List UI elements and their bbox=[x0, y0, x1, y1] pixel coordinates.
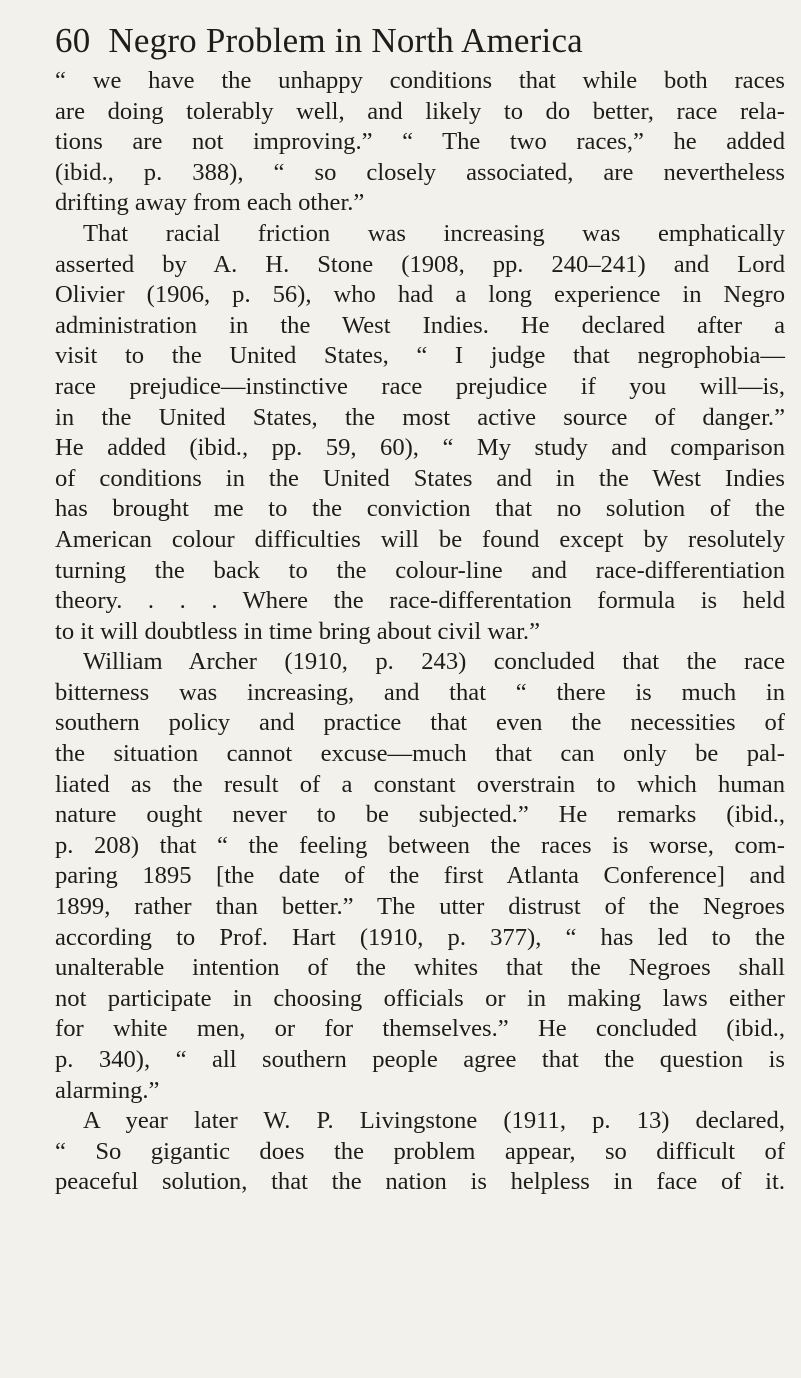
text-line: turning the back to the colour-line and race-differentiation bbox=[55, 556, 785, 584]
text-line: the situation cannot excuse—much that can only be pal- bbox=[55, 740, 785, 768]
text-line: unalterable intention of the whites that the Negroes shall bbox=[55, 954, 785, 982]
book-page bbox=[55, 18, 785, 1198]
text-line: drifting away from each other.” bbox=[55, 189, 365, 217]
text-line: theory. . . . Where the race-differentation formula is held bbox=[55, 587, 785, 615]
body-text bbox=[55, 66, 785, 1198]
text-line: 1899, rather than better.” The utter distrust of the Negroes bbox=[55, 893, 785, 921]
text-line: race prejudice—instinctive race prejudice if you will—is, bbox=[55, 372, 785, 400]
page-number: 60 bbox=[55, 21, 91, 60]
text-line: American colour difficulties will be found except by resolutely bbox=[55, 525, 785, 553]
paragraph bbox=[55, 66, 785, 219]
text-line: That racial friction was increasing was emphatically bbox=[83, 219, 785, 247]
text-line: according to Prof. Hart (1910, p. 377), “ has led to the bbox=[55, 923, 785, 951]
text-line: not participate in choosing officials or in making laws either bbox=[55, 984, 785, 1012]
paragraph bbox=[55, 219, 785, 647]
text-line: A year later W. P. Livingstone (1911, p. 13) declared, bbox=[83, 1107, 785, 1135]
text-line: nature ought never to be subjected.” He remarks (ibid., bbox=[55, 801, 785, 829]
text-line: visit to the United States, “ I judge that negrophobia— bbox=[55, 342, 785, 370]
text-line: Olivier (1906, p. 56), who had a long experience in Negro bbox=[55, 281, 785, 309]
text-line: administration in the West Indies. He declared after a bbox=[55, 311, 785, 339]
text-line: are doing tolerably well, and likely to do better, race rela- bbox=[55, 97, 785, 125]
text-line: peaceful solution, that the nation is helpless in face of it. bbox=[55, 1168, 785, 1196]
running-head bbox=[55, 18, 785, 64]
text-line: “ So gigantic does the problem appear, so difficult of bbox=[55, 1137, 785, 1165]
text-line: p. 208) that “ the feeling between the races is worse, com- bbox=[55, 831, 785, 859]
text-line: to it will doubtless in time bring about civil war.” bbox=[55, 617, 540, 645]
paragraph bbox=[55, 1106, 785, 1198]
text-line: (ibid., p. 388), “ so closely associated, are nevertheless bbox=[55, 158, 785, 186]
text-line: liated as the result of a constant overstrain to which human bbox=[55, 770, 785, 798]
text-line: of conditions in the United States and in the West Indies bbox=[55, 464, 785, 492]
text-line: William Archer (1910, p. 243) concluded that the race bbox=[83, 648, 785, 676]
text-line: bitterness was increasing, and that “ there is much in bbox=[55, 678, 785, 706]
text-line: in the United States, the most active source of danger.” bbox=[55, 403, 785, 431]
text-line: paring 1895 [the date of the first Atlanta Conference] and bbox=[55, 862, 785, 890]
text-line: alarming.” bbox=[55, 1076, 160, 1104]
text-line: “ we have the unhappy conditions that while both races bbox=[55, 67, 785, 94]
text-line: He added (ibid., pp. 59, 60), “ My study and comparison bbox=[55, 434, 785, 462]
text-line: for white men, or for themselves.” He concluded (ibid., bbox=[55, 1015, 785, 1043]
text-line: tions are not improving.” “ The two races,” he added bbox=[55, 128, 785, 156]
running-title: Negro Problem in North America bbox=[108, 21, 583, 60]
text-line: p. 340), “ all southern people agree that the question is bbox=[55, 1046, 785, 1073]
text-line: asserted by A. H. Stone (1908, pp. 240–241) and Lord bbox=[55, 250, 785, 278]
text-line: has brought me to the conviction that no solution of the bbox=[55, 495, 785, 523]
paragraph bbox=[55, 647, 785, 1106]
text-line: southern policy and practice that even the necessities of bbox=[55, 709, 785, 737]
